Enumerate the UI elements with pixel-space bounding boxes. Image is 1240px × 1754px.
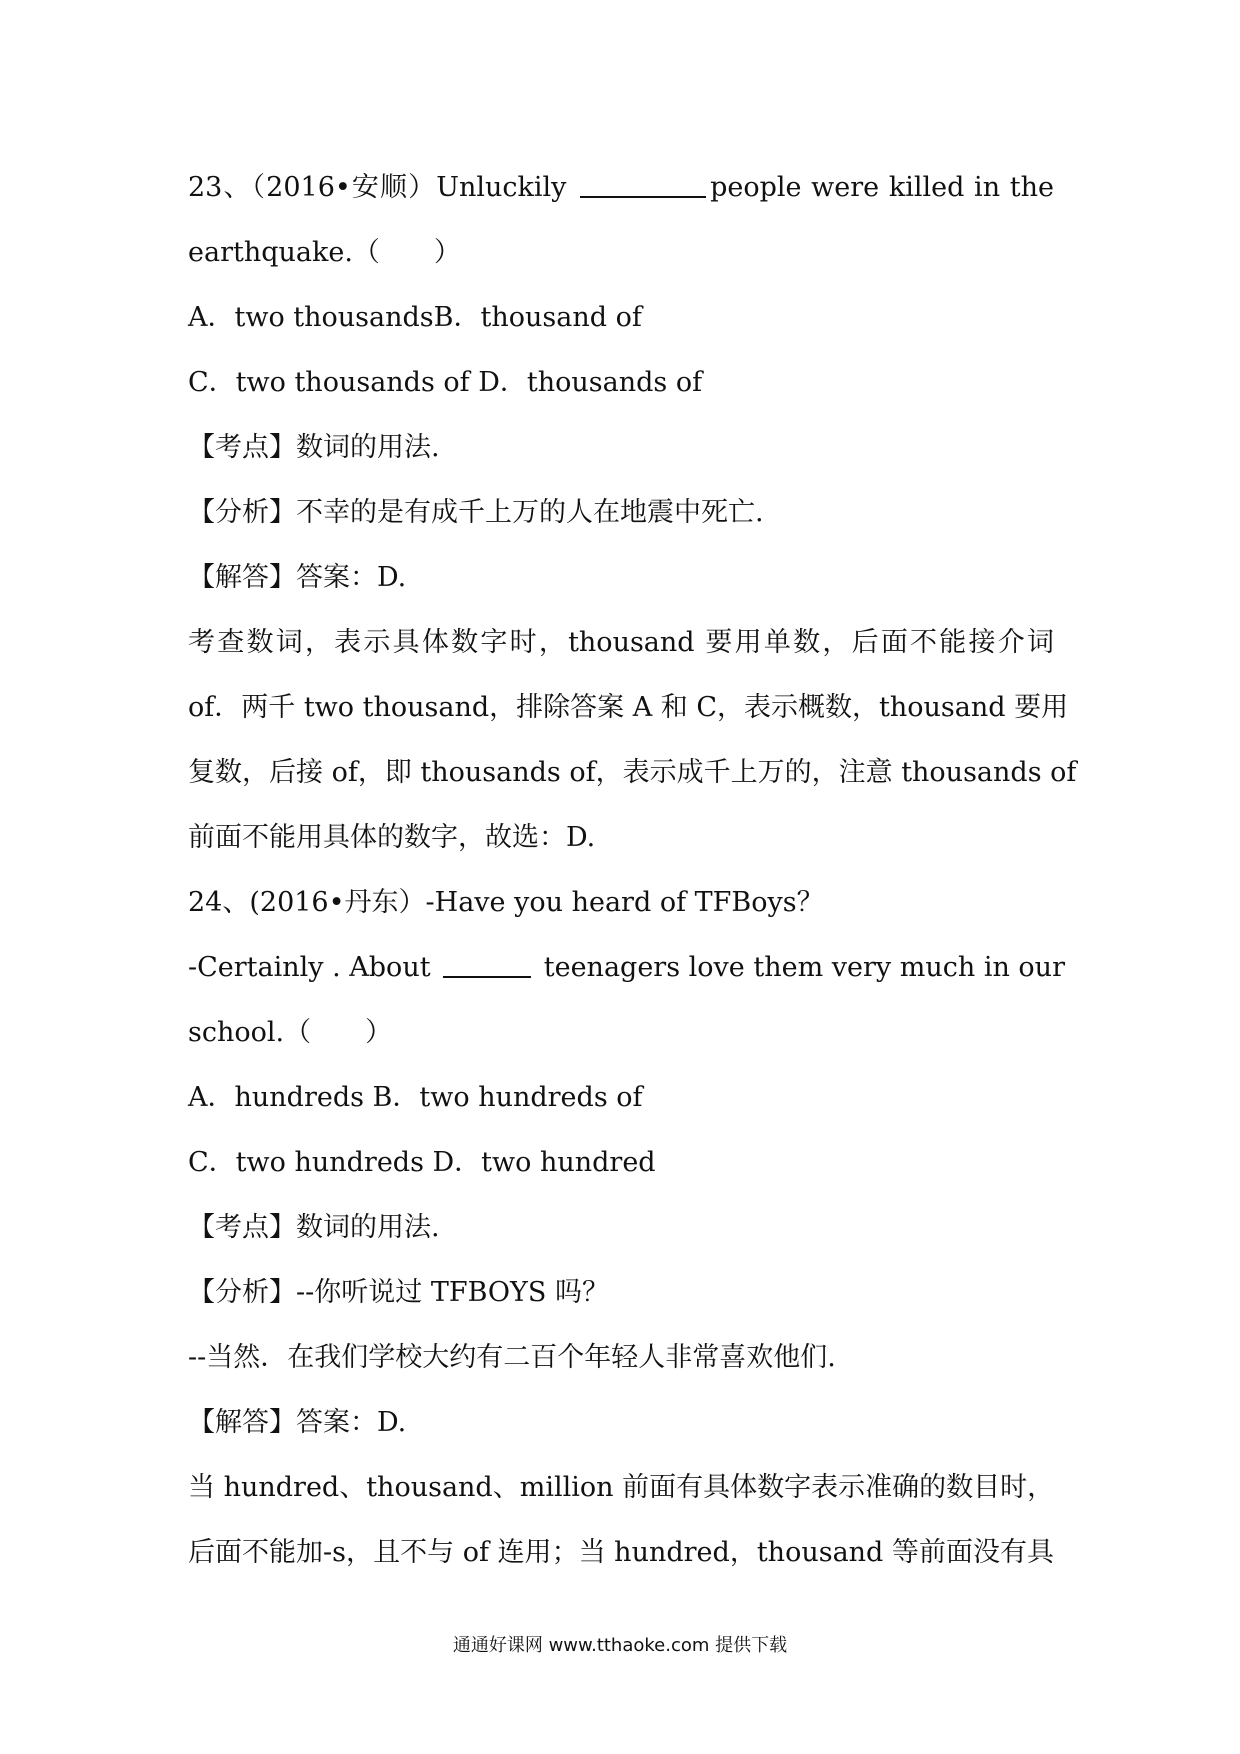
q23-stem-line1	[188, 155, 1054, 220]
q24-options-cd: C．two hundreds D．two hundred	[188, 1147, 656, 1178]
document-body	[188, 155, 1077, 1585]
q23-kaodian: 【考点】数词的用法.	[188, 432, 440, 463]
q23-stem-suffix: people were killed in the	[710, 172, 1054, 203]
q24-jieda: 【解答】答案：D.	[188, 1407, 407, 1438]
q24-fenxi: 【分析】--你听说过 TFBOYS 吗？	[188, 1277, 609, 1308]
q24-explanation-1: 当 hundred、thousand、million 前面有具体数字表示准确的数目时，	[188, 1472, 1055, 1503]
page-footer: 通通好课网 www.tthaoke.com 提供下载	[452, 1635, 788, 1656]
q23-explanation-3: 复数，后接 of，即 thousands of，表示成千上万的，注意 thousands of	[188, 757, 1077, 788]
q24-stem-line2	[188, 935, 1065, 1000]
q24-stem-suffix: teenagers love them very much in our	[543, 952, 1065, 983]
q23-explanation-2: of．两千 two thousand，排除答案 A 和 C，表示概数，thousand 要用	[188, 692, 1069, 723]
answer-blank	[580, 170, 706, 198]
q24-explanation-2: 后面不能加-s，且不与 of 连用；当 hundred，thousand 等前面没有具	[188, 1537, 1054, 1568]
q24-fenxi-2: --当然．在我们学校大约有二百个年轻人非常喜欢他们.	[188, 1342, 836, 1373]
q24-stem-line3: school.（ ）	[188, 1017, 393, 1048]
q23-options-cd: C．two thousands of D．thousands of	[188, 367, 703, 398]
q23-stem-line2: earthquake.（ ）	[188, 237, 461, 268]
q23-jieda: 【解答】答案：D.	[188, 562, 407, 593]
answer-blank	[443, 950, 531, 978]
q24-stem-prefix: -Certainly . About	[188, 952, 431, 983]
q23-explanation-1: 考查数词，表示具体数字时，thousand 要用单数，后面不能接介词	[188, 627, 1054, 658]
q23-fenxi: 【分析】不幸的是有成千上万的人在地震中死亡.	[188, 497, 764, 528]
q23-stem-prefix: 23、（2016•安顺）Unluckily	[188, 172, 567, 203]
q24-options-ab: A．hundreds B．two hundreds of	[188, 1082, 643, 1113]
q23-explanation-4: 前面不能用具体的数字，故选：D.	[188, 822, 596, 853]
q23-options-ab: A．two thousandsB．thousand of	[188, 302, 642, 333]
q24-stem-line1: 24、(2016•丹东）-Have you heard of TFBoys？	[188, 887, 824, 918]
q24-kaodian: 【考点】数词的用法.	[188, 1212, 440, 1243]
